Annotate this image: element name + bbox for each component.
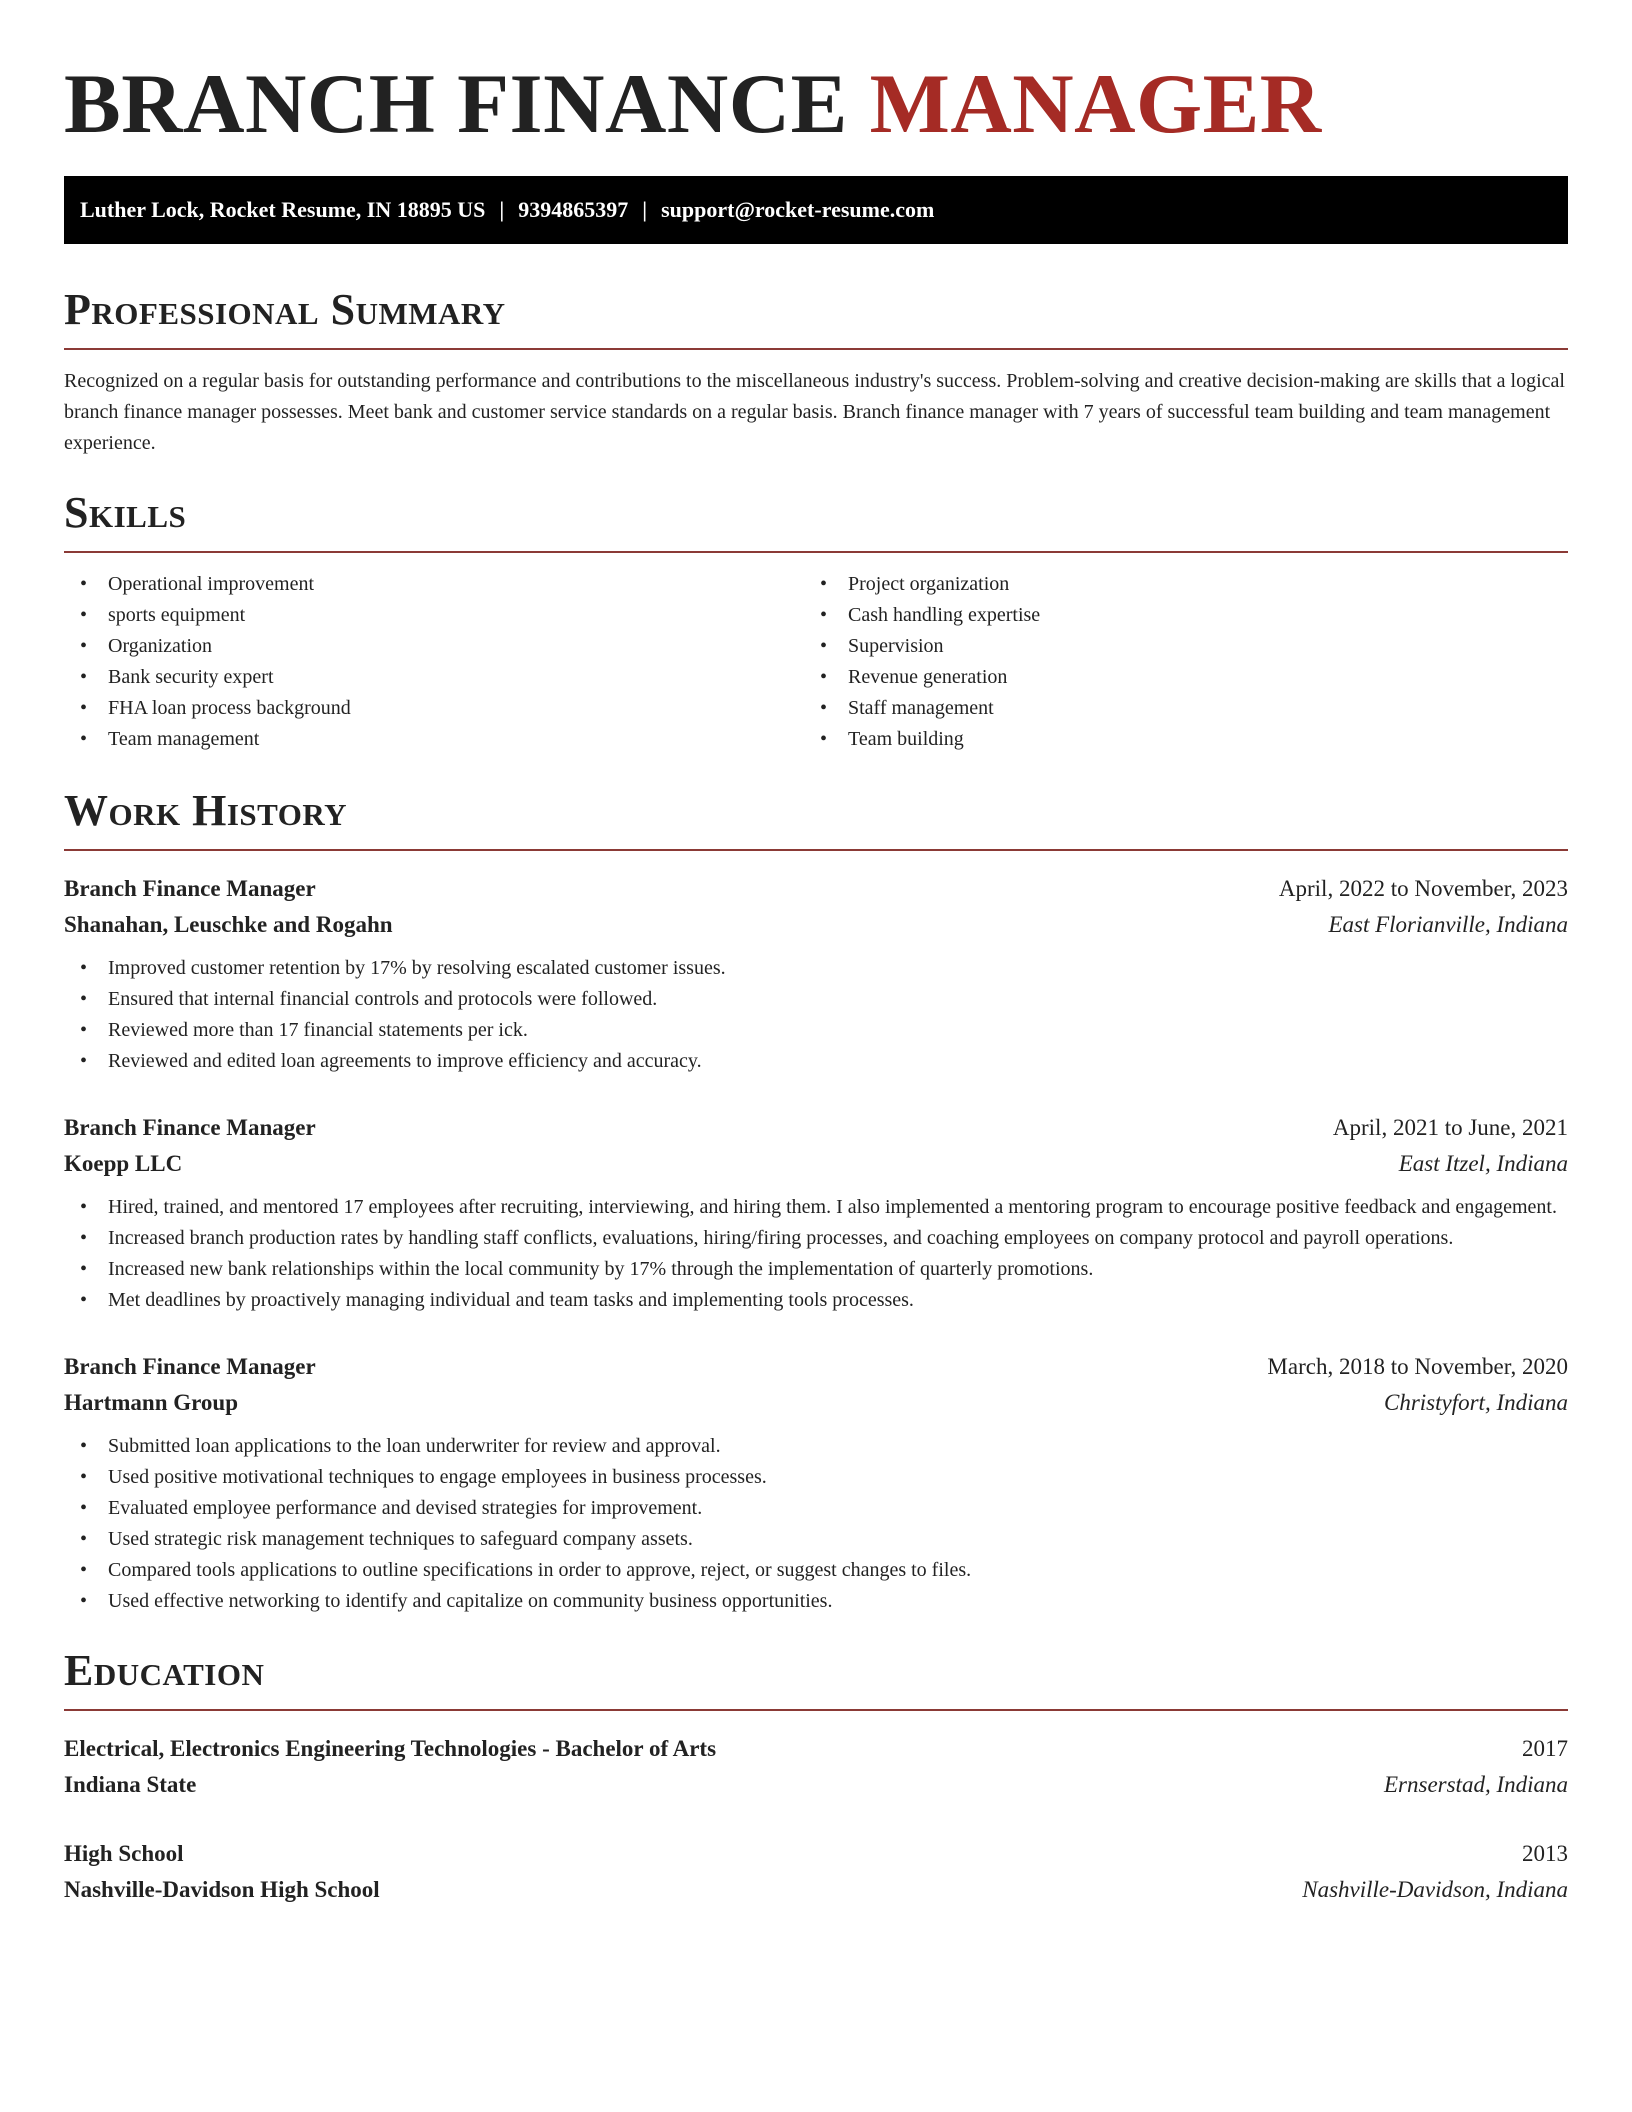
job-bullet: • Used positive motivational techniques to engage employees in business processes. [64, 1462, 1568, 1493]
section-divider [64, 849, 1568, 851]
job-role: Branch Finance Manager [64, 1354, 316, 1379]
section-divider [64, 551, 1568, 553]
job-bullet: • Hired, trained, and mentored 17 employees after recruiting, interviewing, and hiring them. I also implemented a mentoring program to encourage positive feedback and engagement. [64, 1192, 1568, 1223]
job-bullet: • Reviewed and edited loan agreements to improve efficiency and accuracy. [64, 1046, 1568, 1077]
summary-heading: Professional Summary [64, 285, 506, 334]
job-company: Koepp LLC [64, 1151, 183, 1176]
education-school-row [64, 1872, 1568, 1908]
job-bullet: • Compared tools applications to outline specifications in order to approve, reject, or suggest changes to files. [64, 1555, 1568, 1586]
education-heading: Education [64, 1646, 265, 1695]
skill-item: • Team building [804, 724, 1544, 755]
education-degree-row [64, 1731, 1568, 1767]
job-role: Branch Finance Manager [64, 876, 316, 901]
job-bullet: • Ensured that internal financial controls and protocols were followed. [64, 984, 1568, 1015]
education-location: Nashville-Davidson, Indiana [1302, 1877, 1568, 1902]
title-main: BRANCH FINANCE [64, 57, 848, 151]
skill-item: • Organization [64, 631, 804, 662]
skill-item: • Team management [64, 724, 804, 755]
job-location: East Itzel, Indiana [1398, 1151, 1568, 1176]
education-entry [64, 1836, 1568, 1908]
job-header-row [64, 1349, 1568, 1385]
resume-page [64, 0, 1568, 1908]
job-dates: April, 2021 to June, 2021 [1332, 1115, 1568, 1140]
job-bullet: • Increased new bank relationships within the local community by 17% through the implementation of quarterly promotions. [64, 1254, 1568, 1285]
job-entry [64, 1110, 1568, 1316]
education-degree: Electrical, Electronics Engineering Technologies - Bachelor of Arts [64, 1736, 717, 1761]
education-degree-row [64, 1836, 1568, 1872]
job-header-row [64, 871, 1568, 907]
education-year: 2017 [1522, 1736, 1568, 1761]
job-bullet: • Used effective networking to identify and capitalize on community business opportunities. [64, 1586, 1568, 1617]
job-bullet: • Reviewed more than 17 financial statements per ick. [64, 1015, 1568, 1046]
job-bullet: • Increased branch production rates by handling staff conflicts, evaluations, hiring/firing processes, and coaching employees on company protocol and payroll operations. [64, 1223, 1568, 1254]
skills-grid [64, 569, 1568, 755]
skill-item: • Bank security expert [64, 662, 804, 693]
job-bullets [64, 953, 1568, 1077]
job-dates: March, 2018 to November, 2020 [1267, 1354, 1568, 1379]
contact-bar [64, 176, 1568, 244]
skills-section [64, 487, 1568, 755]
job-company: Shanahan, Leuschke and Rogahn [64, 912, 393, 937]
education-school: Indiana State [64, 1772, 197, 1797]
education-school: Nashville-Davidson High School [64, 1877, 380, 1902]
education-entry [64, 1731, 1568, 1803]
work-history-heading: Work History [64, 786, 348, 835]
job-company-row [64, 1385, 1568, 1421]
job-bullet: • Met deadlines by proactively managing individual and team tasks and implementing tools processes. [64, 1285, 1568, 1316]
contact-email[interactable]: support@rocket-resume.com [661, 197, 935, 222]
skill-item: • Operational improvement [64, 569, 804, 600]
skill-item: • Revenue generation [804, 662, 1544, 693]
title-accent: MANAGER [869, 57, 1322, 151]
summary-text: Recognized on a regular basis for outstanding performance and contributions to the miscellaneous industry's success. Problem-solving and creative decision-making are skills that a logical branch finance manager possesses. Meet bank and customer service standards on a regular basis. Branch finance manager with 7 years of successful team building and team management experience. [64, 370, 1565, 454]
skills-heading: Skills [64, 488, 187, 537]
job-location: East Florianville, Indiana [1328, 912, 1568, 937]
job-bullet: • Evaluated employee performance and devised strategies for improvement. [64, 1493, 1568, 1524]
job-bullet: • Submitted loan applications to the loan underwriter for review and approval. [64, 1431, 1568, 1462]
education-school-row [64, 1767, 1568, 1803]
work-history-section [64, 785, 1568, 1617]
job-dates: April, 2022 to November, 2023 [1278, 876, 1568, 901]
skill-item: • Supervision [804, 631, 1544, 662]
job-bullet: • Improved customer retention by 17% by resolving escalated customer issues. [64, 953, 1568, 984]
job-location: Christyfort, Indiana [1383, 1390, 1568, 1415]
contact-separator: | [499, 197, 505, 222]
job-company-row [64, 907, 1568, 943]
job-bullets [64, 1192, 1568, 1316]
job-entry [64, 871, 1568, 1077]
skill-item: • Project organization [804, 569, 1544, 600]
skill-item: • sports equipment [64, 600, 804, 631]
skill-item: • Staff management [804, 693, 1544, 724]
job-bullet: • Used strategic risk management techniques to safeguard company assets. [64, 1524, 1568, 1555]
education-year: 2013 [1522, 1841, 1568, 1866]
skills-list-left [64, 569, 804, 755]
skills-column-right [804, 569, 1544, 755]
contact-separator: | [642, 197, 648, 222]
contact-phone: 9394865397 [518, 197, 629, 222]
resume-title [64, 54, 1568, 154]
job-company-row [64, 1146, 1568, 1182]
section-divider [64, 1709, 1568, 1711]
job-entry [64, 1349, 1568, 1617]
job-role: Branch Finance Manager [64, 1115, 316, 1140]
job-header-row [64, 1110, 1568, 1146]
job-bullets [64, 1431, 1568, 1617]
education-location: Ernserstad, Indiana [1384, 1772, 1568, 1797]
summary-section [64, 284, 1568, 459]
education-section [64, 1645, 1568, 1908]
skill-item: • FHA loan process background [64, 693, 804, 724]
skills-column-left [64, 569, 804, 755]
section-divider [64, 348, 1568, 350]
job-company: Hartmann Group [64, 1390, 239, 1415]
skills-list-right [804, 569, 1544, 755]
contact-address: Luther Lock, Rocket Resume, IN 18895 US [80, 197, 486, 222]
skill-item: • Cash handling expertise [804, 600, 1544, 631]
education-degree: High School [64, 1841, 184, 1866]
